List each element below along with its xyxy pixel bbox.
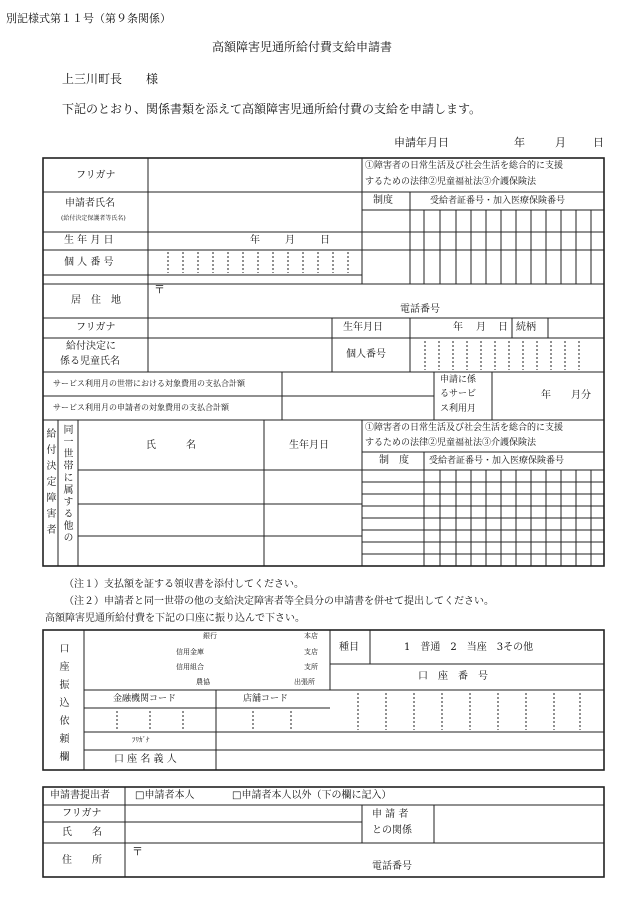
bank-type-nokyo: 農協 <box>196 678 210 686</box>
submitter-phone-label: 電話番号 <box>372 861 412 872</box>
child-birth-day: 日 <box>498 322 508 333</box>
applicant-name-sub: (給付決定保護者等氏名) <box>61 215 126 222</box>
submitter-address-label: 住 所 <box>62 855 102 866</box>
submitter-option-self[interactable]: □申請者本人 <box>135 790 195 801</box>
holder-furigana-label: ﾌﾘｶﾞﾅ <box>132 736 150 744</box>
relation-label: 続柄 <box>516 322 536 333</box>
branch-type-sub: 支所 <box>304 663 318 671</box>
addressee: 上三川町長 様 <box>62 72 159 86</box>
submitter-relation-label-2: との関係 <box>372 825 412 836</box>
submitter-option-other[interactable]: □申請者本人以外（下の欄に記入） <box>232 790 392 801</box>
transfer-instruction: 高額障害児通所給付費を下記の口座に振り込んで下さい。 <box>45 613 305 624</box>
personal-no-label: 個 人 番 号 <box>64 257 114 268</box>
child-furigana-label: フリガナ <box>76 322 116 333</box>
submitter-relation-label-1: 申 請 者 <box>372 809 409 820</box>
child-personal-no-label: 個人番号 <box>346 349 386 360</box>
bank-type-kumiai: 信用組合 <box>176 663 204 671</box>
household-law-text-2: するための法律②児童福祉法③介護保険法 <box>365 438 537 448</box>
household-total-label: サービス利用月の世帯における対象費用の支払合計額 <box>53 379 245 388</box>
system-label: 制度 <box>373 195 393 206</box>
kind-label: 種目 <box>339 642 359 653</box>
submitter-name-label: 氏 名 <box>62 827 102 838</box>
birth-day: 日 <box>320 235 330 246</box>
branch-type-main: 本店 <box>304 632 318 640</box>
date-day: 日 <box>593 136 604 149</box>
household-name-header: 氏 名 <box>146 440 196 451</box>
service-month-label-1: 申請に係 <box>440 375 477 385</box>
branch-type-office: 出張所 <box>294 678 315 686</box>
account-no-label: 口 座 番 号 <box>418 671 488 682</box>
note-1: （注１）支払額を証する領収書を添付してください。 <box>64 579 304 590</box>
page-title: 高額障害児通所給付費支給申請書 <box>212 40 393 54</box>
note-2: （注２）申請者と同一世帯の他の支給決定障害者等全員分の申請書を併せて提出してください。 <box>64 596 494 607</box>
child-name-label-1: 給付決定に <box>66 341 116 352</box>
bank-side-label: 口座振込依頼欄 <box>57 643 68 769</box>
law-text-line2: するための法律②児童福祉法③介護保険法 <box>365 177 537 187</box>
date-month: 月 <box>555 136 566 149</box>
child-birth-label: 生年月日 <box>343 322 383 333</box>
bank-code-label: 金融機関コード <box>113 694 177 704</box>
household-birth-header: 生年月日 <box>289 440 329 451</box>
household-cert-header: 受給者証番号・加入医療保険番号 <box>429 456 565 466</box>
birth-year: 年 <box>250 235 260 246</box>
household-side-label-left: 給付決定障害者 <box>44 428 55 540</box>
applicant-furigana-label: フリガナ <box>76 170 116 181</box>
law-text-line1: ①障害者の日常生活及び社会生活を総合的に支援 <box>365 161 564 171</box>
service-month-label-3: ス利用月 <box>440 404 477 414</box>
service-month-label-2: るサービ <box>440 389 477 399</box>
postal-mark: 〒 <box>154 283 165 296</box>
bank-type-bank: 銀行 <box>203 632 217 640</box>
statement: 下記のとおり、関係書類を添えて高額障害児通所給付費の支給を申請します。 <box>62 102 482 116</box>
submitter-postal-mark: 〒 <box>132 845 143 858</box>
date-label: 申請年月日 <box>394 136 449 149</box>
child-birth-month: 月 <box>476 322 486 333</box>
applicant-name-label: 申請者氏名 <box>65 198 115 209</box>
birth-month: 月 <box>285 235 295 246</box>
applicant-total-label: サービス利用月の申請者の対象費用の支払合計額 <box>53 403 229 412</box>
household-side-label-right: 同一世帯に属する他の <box>61 424 72 544</box>
address-label: 居 住 地 <box>71 295 121 306</box>
branch-code-label: 店舗コード <box>243 694 289 704</box>
birth-label: 生 年 月 日 <box>64 235 114 246</box>
household-law-text-1: ①障害者の日常生活及び社会生活を総合的に支援 <box>365 423 564 433</box>
holder-label: 口 座 名 義 人 <box>114 754 177 765</box>
submitter-label: 申請書提出者 <box>50 790 110 801</box>
child-birth-year: 年 <box>453 322 463 333</box>
cert-label: 受給者証番号・加入医療保険番号 <box>430 196 566 206</box>
submitter-furigana-label: フリガナ <box>62 808 102 819</box>
phone-label: 電話番号 <box>400 304 440 315</box>
bank-type-shinkin: 信用金庫 <box>176 648 204 656</box>
service-year-month: 年 月分 <box>541 390 591 401</box>
branch-type-branch: 支店 <box>304 648 318 656</box>
form-number: 別記様式第１１号（第９条関係） <box>6 12 171 25</box>
child-name-label-2: 係る児童氏名 <box>60 356 120 367</box>
date-year: 年 <box>514 136 525 149</box>
household-system-header: 制 度 <box>379 455 409 466</box>
kind-options: 1 普通 2 当座 3その他 <box>404 642 534 653</box>
